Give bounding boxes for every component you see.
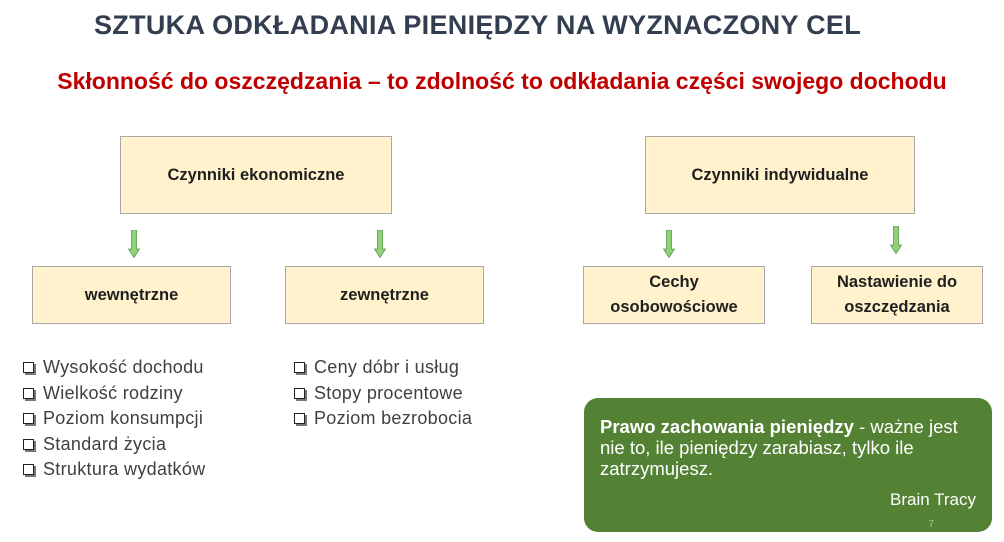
arrow-down-icon <box>374 230 386 258</box>
list-item: Wysokość dochodu <box>23 355 205 381</box>
internal-factors-box <box>32 266 231 324</box>
slide-subtitle: Skłonność do oszczędzania – to zdolność to odkładania części swojego dochodu <box>57 68 947 94</box>
individual-factors-box <box>645 136 915 214</box>
list-item: Poziom bezrobocia <box>294 406 472 432</box>
checkbox-bullet-icon <box>23 362 34 373</box>
economic-factors-box <box>120 136 392 214</box>
personality-traits-label-line1: Cechy <box>649 273 699 292</box>
list-item: Standard życia <box>23 432 205 458</box>
list-item: Stopy procentowe <box>294 381 472 407</box>
internal-factors-list <box>23 355 205 483</box>
arrow-down-icon <box>890 226 902 254</box>
list-item: Poziom konsumpcji <box>23 406 205 432</box>
internal-factors-label: wewnętrzne <box>84 285 179 304</box>
external-factors-box <box>285 266 484 324</box>
checkbox-bullet-icon <box>23 439 34 450</box>
checkbox-bullet-icon <box>294 362 305 373</box>
economic-factors-label: Czynniki ekonomiczne <box>167 165 345 184</box>
checkbox-bullet-icon <box>294 388 305 399</box>
external-factors-list <box>294 355 472 432</box>
individual-factors-label: Czynniki indywidualne <box>691 165 869 184</box>
list-item: Struktura wydatków <box>23 457 205 483</box>
arrow-down-icon <box>128 230 140 258</box>
checkbox-bullet-icon <box>23 464 34 475</box>
page-number: 7 <box>928 519 934 530</box>
saving-attitude-box <box>811 266 983 324</box>
saving-attitude-label-line2: oszczędzania <box>844 298 950 316</box>
external-factors-label: zewnętrzne <box>340 285 429 304</box>
quote-bold-phrase: Prawo zachowania pieniędzy <box>600 416 854 437</box>
personality-traits-label-line2: osobowościowe <box>610 298 738 316</box>
list-item: Wielkość rodziny <box>23 381 205 407</box>
list-item: Ceny dóbr i usług <box>294 355 472 381</box>
quote-body: - ważne jest nie to, ile pieniędzy zarabiasz, tylko ile zatrzymujesz. <box>600 416 958 479</box>
personality-traits-box <box>583 266 765 324</box>
arrow-down-icon <box>663 230 675 258</box>
quote-box <box>584 398 992 532</box>
saving-attitude-label-line1: Nastawienie do <box>836 273 958 292</box>
checkbox-bullet-icon <box>23 388 34 399</box>
quote-text <box>600 416 976 479</box>
slide-title: SZTUKA ODKŁADANIA PIENIĘDZY NA WYZNACZONY CEL <box>93 10 861 40</box>
checkbox-bullet-icon <box>23 413 34 424</box>
quote-author: Brain Tracy <box>890 490 976 509</box>
checkbox-bullet-icon <box>294 413 305 424</box>
